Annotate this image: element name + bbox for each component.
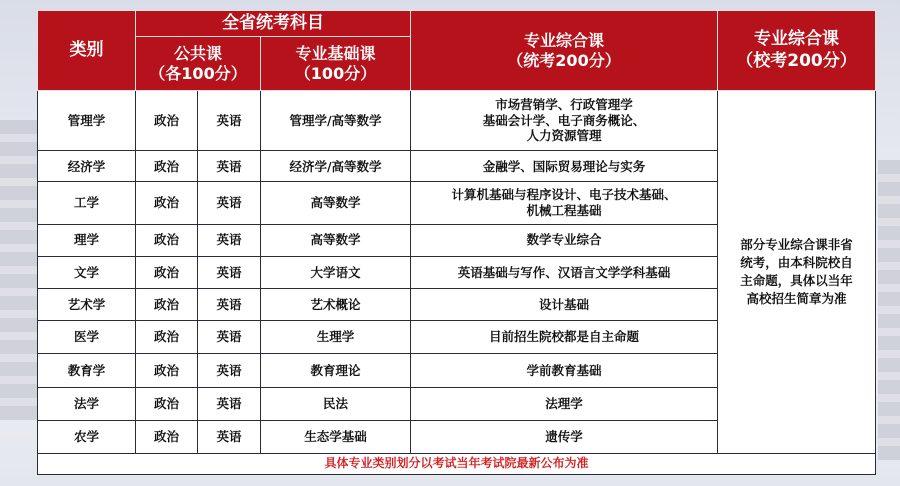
row-comprehensive: 数学专业综合 [411,224,718,256]
header-public-course-title: 公共课 [173,43,222,63]
comprehensive-line: 市场营销学、行政管理学 [495,97,633,113]
exam-subjects-table-container [37,10,875,475]
row-comprehensive: 目前招生院校都是自主命题 [411,321,718,354]
row-politics: 政治 [136,182,198,224]
row-category: 农学 [38,420,136,453]
comprehensive-line: 基础会计学、电子商务概论、 [482,112,646,128]
school-note-line: 统考，由本科院校自 [740,254,853,270]
row-politics: 政治 [136,420,198,453]
row-category: 文学 [38,256,136,288]
row-category: 工学 [38,182,136,224]
row-category: 理学 [38,224,136,256]
row-politics: 政治 [136,387,198,420]
table-row [38,91,876,151]
row-basic: 高等数学 [261,224,411,256]
row-category: 法学 [38,387,136,420]
row-category: 医学 [38,321,136,354]
background-building-right [878,160,900,460]
row-basic: 管理学/高等数学 [261,91,411,151]
row-comprehensive: 英语基础与写作、汉语言文学学科基础 [411,256,718,288]
row-comprehensive: 设计基础 [411,289,718,321]
row-english: 英语 [198,151,261,182]
school-note-line: 高校招生简章为准 [746,291,847,307]
row-basic: 民法 [261,387,411,420]
row-english: 英语 [198,321,261,354]
row-english: 英语 [198,354,261,387]
background-building-left [0,120,40,420]
row-politics: 政治 [136,91,198,151]
row-politics: 政治 [136,289,198,321]
comprehensive-line: 计算机基础与程序设计、电子技术基础、 [451,187,677,203]
row-politics: 政治 [136,151,198,182]
exam-subjects-table [37,10,876,475]
row-politics: 政治 [136,321,198,354]
row-basic: 教育理论 [261,354,411,387]
header-exam-group: 全省统考科目 [136,11,411,37]
header-basic-course [261,37,411,91]
header-public-course-score: （各100分） [149,63,247,83]
header-comprehensive-unified [411,11,718,91]
row-category: 教育学 [38,354,136,387]
header-comprehensive-unified-score: （统考200分） [507,50,621,70]
header-comprehensive-school-score: （校考200分） [736,50,857,71]
row-politics: 政治 [136,354,198,387]
row-basic: 生态学基础 [261,420,411,453]
row-basic: 艺术概论 [261,289,411,321]
school-note-line: 主命题，具体以当年 [740,272,853,288]
school-note-line: 部分专业综合课非省 [740,236,853,252]
comprehensive-line: 人力资源管理 [526,128,602,144]
row-english: 英语 [198,420,261,453]
footnote: 具体专业类别划分以考试当年考试院最新公布为准 [38,453,876,474]
header-category: 类别 [38,11,136,91]
row-comprehensive: 法理学 [411,387,718,420]
row-comprehensive: 遗传学 [411,420,718,453]
header-basic-course-title: 专业基础课 [295,43,376,63]
row-politics: 政治 [136,256,198,288]
row-english: 英语 [198,91,261,151]
row-english: 英语 [198,256,261,288]
row-category: 经济学 [38,151,136,182]
header-basic-course-score: （100分） [294,63,377,83]
row-english: 英语 [198,224,261,256]
row-comprehensive: 学前教育基础 [411,354,718,387]
row-english: 英语 [198,289,261,321]
header-comprehensive-school-title: 专业综合课 [754,29,839,50]
row-comprehensive: 金融学、国际贸易理论与实务 [411,151,718,182]
row-comprehensive [411,91,718,151]
row-category: 管理学 [38,91,136,151]
row-category: 艺术学 [38,289,136,321]
row-basic: 经济学/高等数学 [261,151,411,182]
header-comprehensive-unified-title: 专业综合课 [523,30,604,50]
row-english: 英语 [198,387,261,420]
school-exam-note [718,91,876,454]
header-comprehensive-school [718,11,876,91]
comprehensive-line: 机械工程基础 [526,203,602,219]
row-politics: 政治 [136,224,198,256]
row-basic: 大学语文 [261,256,411,288]
header-public-course [136,37,261,91]
footnote-row [38,453,876,474]
row-english: 英语 [198,182,261,224]
row-basic: 高等数学 [261,182,411,224]
row-comprehensive [411,182,718,224]
row-basic: 生理学 [261,321,411,354]
